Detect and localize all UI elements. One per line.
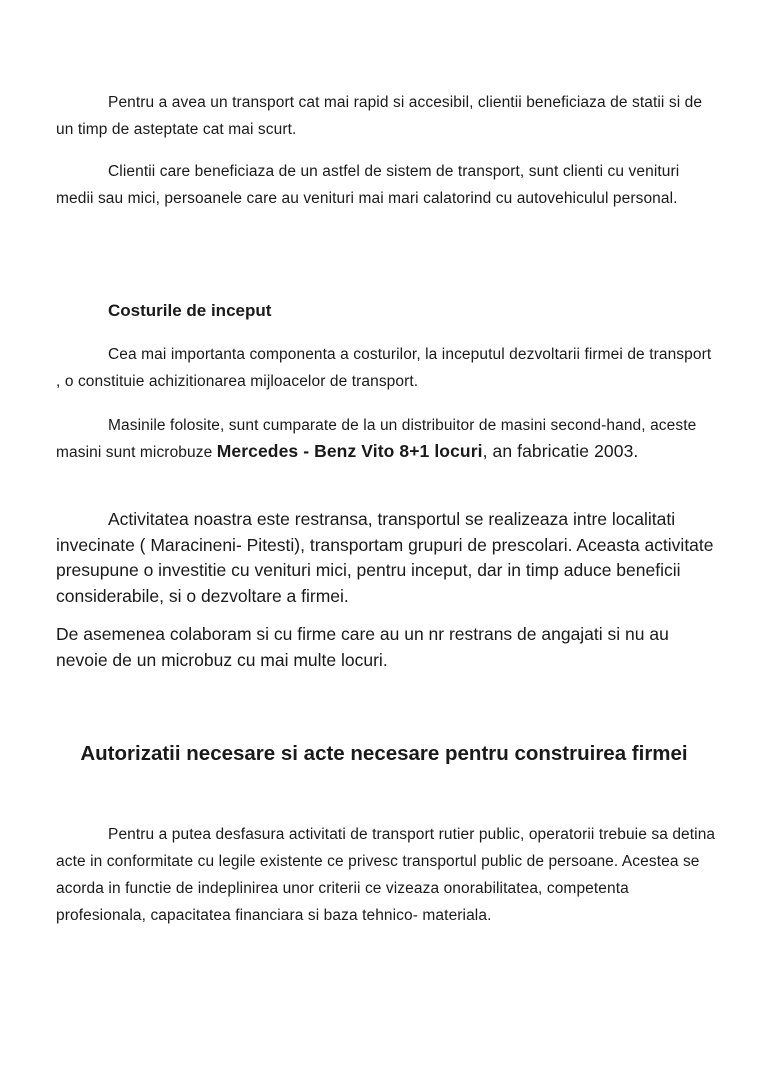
paragraph-transport-rapid: Pentru a avea un transport cat mai rapid si accesibil, clientii beneficiaza de statii si de un timp de asteptate cat mai scurt. xyxy=(56,94,703,138)
paragraph-activitatea: Activitatea noastra este restransa, transportul se realizeaza intre localitati invecinate ( Maracineni- Pitesti), transportam grupuri de prescolari. Aceasta activitate presupune o investitie cu venituri mici, pentru inceput, dar in timp aduce beneficii considerabile, si o dezvoltare a firmei. xyxy=(56,509,714,606)
heading-costurile-de-inceput: Costurile de inceput xyxy=(108,301,272,320)
paragraph-clienti: Clientii care beneficiaza de un astfel de sistem de transport, sunt clienti cu venituri medii sau mici, persoanele care au venituri mai mari calatorind cu autovehiculul personal. xyxy=(56,163,680,207)
masini-model-bold: Mercedes - Benz Vito 8+1 locuri xyxy=(216,441,483,461)
paragraph-colaboram: De asemenea colaboram si cu firme care au un nr restrans de angajati si nu au nevoie de un microbuz cu mai multe locuri. xyxy=(56,624,669,670)
paragraph-componenta-costuri: Cea mai importanta componenta a costurilor, la inceputul dezvoltarii firmei de transport , o constituie achizitionarea mijloacelor de transport. xyxy=(56,346,712,390)
paragraph-acte-necesare: Pentru a putea desfasura activitati de transport rutier public, operatorii trebuie sa detina acte in conformitate cu legile existente ce privesc transportul public de persoane. Acestea se acorda in functie de indeplinirea unor criterii ce vizeaza onorabilitatea, competenta profesionala, capacitatea financiara si baza tehnico- materiala. xyxy=(56,826,716,924)
masini-text-end: , an fabricatie 2003. xyxy=(482,441,639,461)
paragraph-masini-folosite xyxy=(56,412,716,466)
heading-autorizatii: Autorizatii necesare si acte necesare pentru construirea firmei xyxy=(80,742,688,765)
masini-text-start: Masinile folosite, sunt cumparate de la un distribuitor de masini second-hand, aceste masini sunt microbuze xyxy=(56,417,697,461)
